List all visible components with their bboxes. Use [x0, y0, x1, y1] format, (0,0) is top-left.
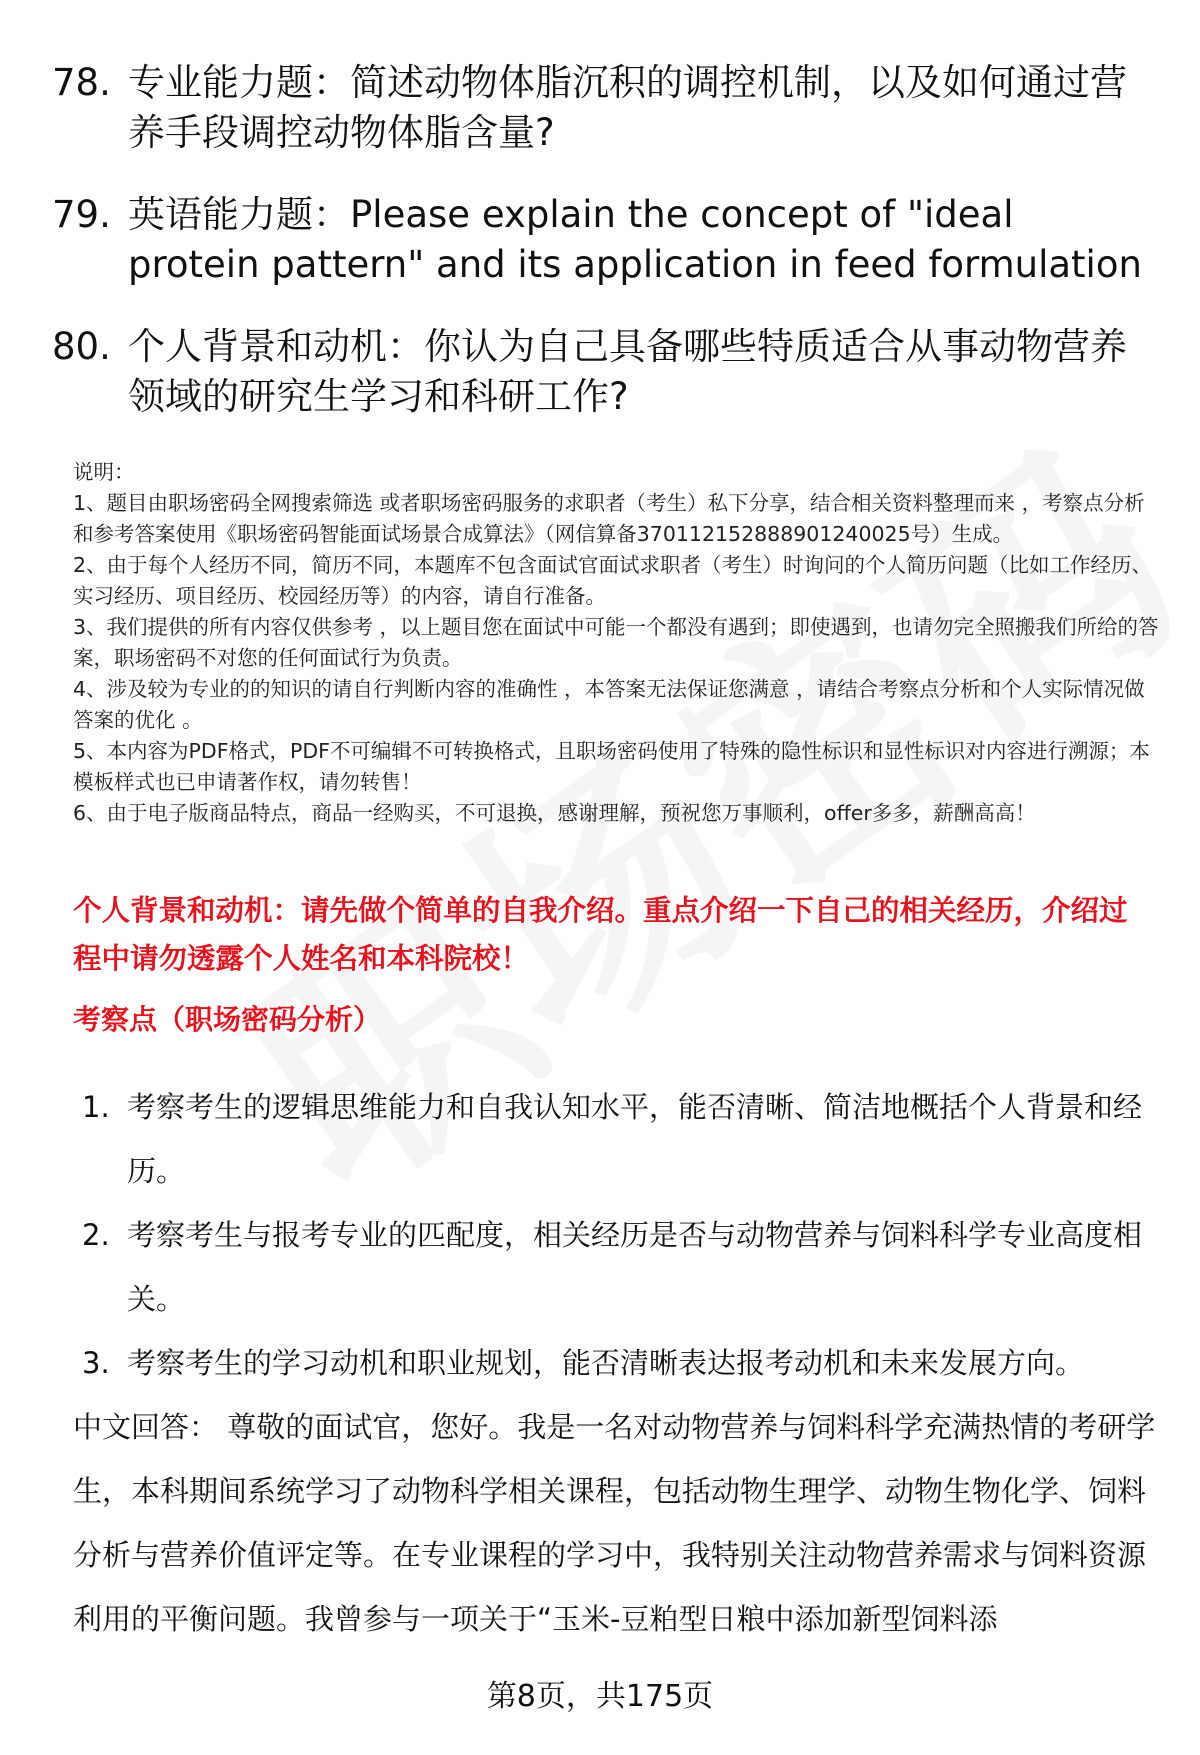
point-text: 考察考生与报考专业的匹配度，相关经历是否与动物营养与饲料科学专业高度相关。	[127, 1218, 1143, 1316]
question-number: 79.	[52, 193, 111, 236]
point-number: 3.	[82, 1346, 110, 1380]
question-number: 80.	[52, 325, 111, 368]
note-item: 1、题目由职场密码全网搜索筛选 或者职场密码服务的求职者（考生）私下分享，结合相关资料整理而来 ，考察点分析和参考答案使用《职场密码智能面试场景合成算法》（网信算备370112152888901240025号）生成。	[73, 491, 1145, 546]
disclaimer-notes	[73, 457, 1163, 829]
question-list	[52, 58, 1152, 454]
note-item: 2、由于每个人经历不同，简历不同，本题库不包含面试官面试求职者（考生）时询问的个人简历问题（比如工作经历、实习经历、项目经历、校园经历等）的内容，请自行准备。	[73, 553, 1153, 608]
note-item: 6、由于电子版商品特点，商品一经购买，不可退换，感谢理解，预祝您万事顺利，offer多多，薪酬高高！	[73, 801, 1036, 825]
point-item	[82, 1203, 1162, 1331]
question-text: 英语能力题：Please explain the concept of "ideal protein pattern" and its application in feed formulation	[128, 193, 1142, 286]
point-number: 1.	[82, 1090, 110, 1124]
question-number: 78.	[52, 61, 111, 104]
point-text: 考察考生的逻辑思维能力和自我认知水平，能否清晰、简洁地概括个人背景和经历。	[127, 1090, 1143, 1188]
note-item: 3、我们提供的所有内容仅供参考 ，以上题目您在面试中可能一个都没有遇到；即使遇到，也请勿完全照搬我们所给的答案，职场密码不对您的任何面试行为负责。	[73, 615, 1159, 670]
question-item	[52, 58, 1152, 158]
section-title: 个人背景和动机：请先做个简单的自我介绍。重点介绍一下自己的相关经历，介绍过程中请勿透露个人姓名和本科院校！	[73, 894, 1128, 975]
question-text: 个人背景和动机：你认为自己具备哪些特质适合从事动物营养领域的研究生学习和科研工作?	[128, 325, 1127, 418]
assessment-points	[82, 1075, 1162, 1395]
note-item: 4、涉及较为专业的的知识的请自行判断内容的准确性 ，本答案无法保证您满意 ，请结合考察点分析和个人实际情况做答案的优化 。	[73, 677, 1145, 732]
point-text: 考察考生的学习动机和职业规划，能否清晰表达报考动机和未来发展方向。	[127, 1346, 1085, 1380]
notes-heading: 说明：	[73, 460, 135, 484]
page-footer: 第8页，共175页	[486, 1679, 714, 1714]
point-item	[82, 1075, 1162, 1203]
section-subtitle: 考察点（职场密码分析）	[73, 1003, 382, 1036]
question-item	[52, 190, 1152, 290]
answer-text: 中文回答： 尊敬的面试官，您好。我是一名对动物营养与饲料科学充满热情的考研学生，本科期间系统学习了动物科学相关课程，包括动物生理学、动物生物化学、饲料分析与营养价值评定等。在专业课程的学习中，我特别关注动物营养需求与饲料资源利用的平衡问题。我曾参与一项关于“玉米-豆粕型日粮中添加新型饲料添	[73, 1410, 1156, 1636]
question-item	[52, 322, 1152, 422]
point-item	[82, 1331, 1162, 1395]
note-item: 5、本内容为PDF格式，PDF不可编辑不可转换格式，且职场密码使用了特殊的隐性标识和显性标识对内容进行溯源；本模板样式也已申请著作权，请勿转售！	[73, 739, 1150, 794]
question-text: 专业能力题：简述动物体脂沉积的调控机制，以及如何通过营养手段调控动物体脂含量?	[128, 61, 1127, 154]
point-number: 2.	[82, 1218, 110, 1252]
